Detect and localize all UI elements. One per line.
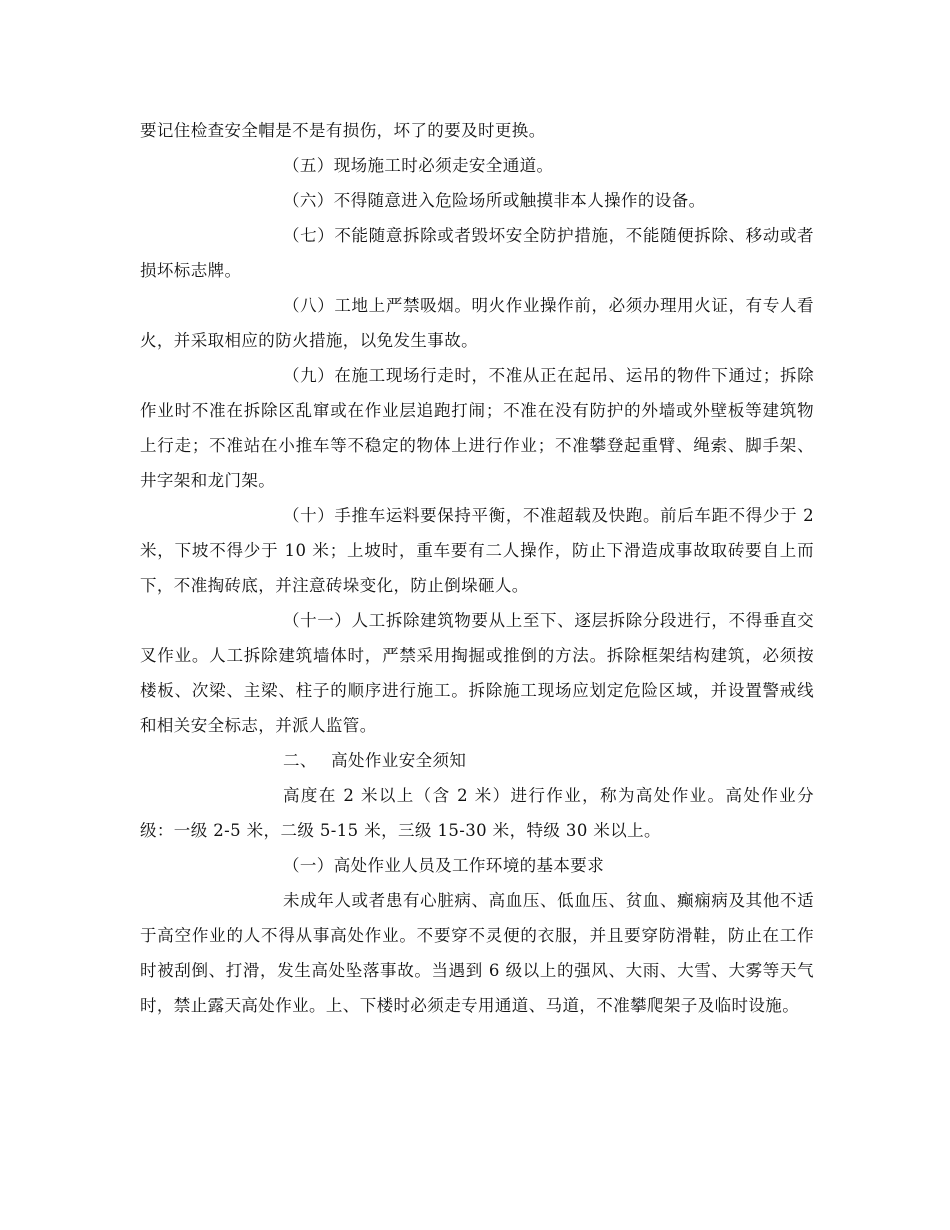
paragraph-6: （九）在施工现场行走时，不准从正在起吊、运吊的物件下通过；拆除作业时不准在拆除区乱窜或在作业层追跑打闹；不准在没有防护的外墙或外壁板等建筑物上行走；不准站在小推车等不稳定的物体上进行作业；不准攀登起重臂、绳索、脚手架、井字架和龙门架。 xyxy=(140,366,814,490)
paragraph-5: （八）工地上严禁吸烟。明火作业操作前，必须办理用火证，有专人看火，并采取相应的防火措施，以免发生事故。 xyxy=(140,296,814,350)
paragraph-10: 高度在 2 米以上（含 2 米）进行作业，称为高处作业。高处作业分级：一级 2-5 米，二级 5-15 米，三级 15-30 米，特级 30 米以上。 xyxy=(140,786,814,840)
subsection-heading: （一）高处作业人员及工作环境的基本要求 xyxy=(283,856,605,875)
paragraph-7: （十）手推车运料要保持平衡，不准超载及快跑。前后车距不得少于 2 米，下坡不得少于 10 米；上坡时，重车要有二人操作，防止下滑造成事故取砖要自上而下，不准掏砖底，并注意砖垛变化，防止倒垛砸人。 xyxy=(140,506,814,595)
paragraph-12: 未成年人或者患有心脏病、高血压、低血压、贫血、癫痫病及其他不适于高空作业的人不得从事高处作业。不要穿不灵便的衣服，并且要穿防滑鞋，防止在工作时被刮倒、打滑，发生高处坠落事故。当遇到 6 级以上的强风、大雨、大雪、大雾等天气时，禁止露天高处作业。上、下楼时必须走专用通道、马道，不准攀爬架子及临时设施。 xyxy=(140,891,814,1015)
paragraph-2: （五）现场施工时必须走安全通道。 xyxy=(283,156,554,175)
section-heading: 二、 高处作业安全须知 xyxy=(283,751,467,770)
document-body xyxy=(140,113,814,1023)
paragraph-1: 要记住检查安全帽是不是有损伤，坏了的要及时更换。 xyxy=(140,121,546,140)
paragraph-3: （六）不得随意进入危险场所或触摸非本人操作的设备。 xyxy=(283,191,706,210)
paragraph-8: （十一）人工拆除建筑物要从上至下、逐层拆除分段进行，不得垂直交叉作业。人工拆除建筑墙体时，严禁采用掏掘或推倒的方法。拆除框架结构建筑，必须按楼板、次梁、主梁、柱子的顺序进行施工。拆除施工现场应划定危险区域，并设置警戒线和相关安全标志，并派人监管。 xyxy=(140,611,814,735)
paragraph-4: （七）不能随意拆除或者毁坏安全防护措施，不能随便拆除、移动或者损坏标志牌。 xyxy=(140,226,814,280)
